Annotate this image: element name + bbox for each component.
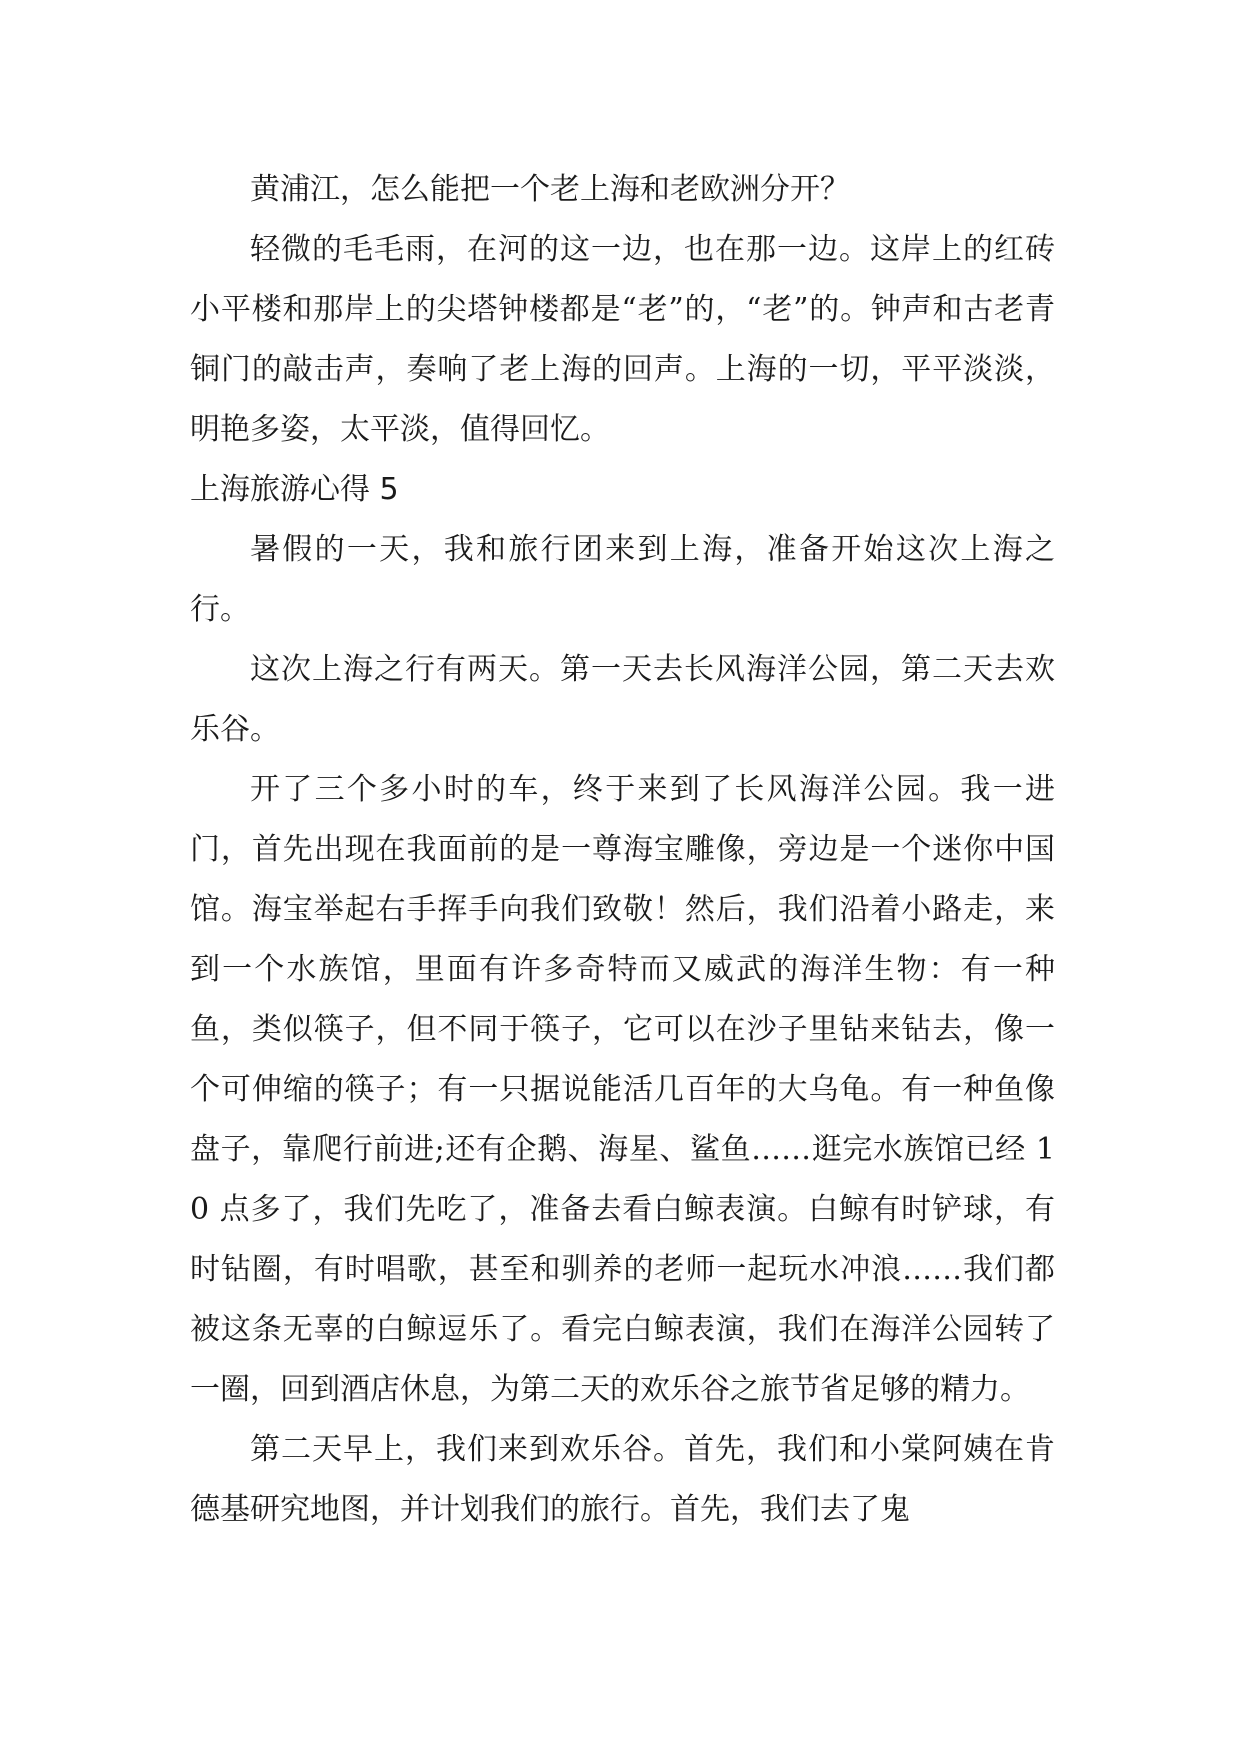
paragraph-happy-valley: 第二天早上，我们来到欢乐谷。首先，我们和小棠阿姨在肯德基研究地图，并计划我们的旅行。首先，我们去了鬼 [190,1432,1055,1527]
paragraph-two-days: 这次上海之行有两天。第一天去长风海洋公园，第二天去欢乐谷。 [190,652,1055,747]
document-body [190,160,1055,1540]
paragraph-huangpu: 黄浦江，怎么能把一个老上海和老欧洲分开？ [250,172,850,207]
paragraph-summer: 暑假的一天，我和旅行团来到上海，准备开始这次上海之行。 [190,532,1055,627]
section-title: 上海旅游心得 5 [190,472,399,507]
paragraph-ocean-park: 开了三个多小时的车，终于来到了长风海洋公园。我一进门，首先出现在我面前的是一尊海宝雕像，旁边是一个迷你中国馆。海宝举起右手挥手向我们致敬！然后，我们沿着小路走，来到一个水族馆，里面有许多奇特而又威武的海洋生物：有一种鱼，类似筷子，但不同于筷子，它可以在沙子里钻来钻去，像一个可伸缩的筷子；有一只据说能活几百年的大乌龟。有一种鱼像盘子，靠爬行前进;还有企鹅、海星、鲨鱼……逛完水族馆已经 10 点多了，我们先吃了，准备去看白鲸表演。白鲸有时铲球，有时钻圈，有时唱歌，甚至和驯养的老师一起玩水冲浪……我们都被这条无辜的白鲸逗乐了。看完白鲸表演，我们在海洋公园转了一圈，回到酒店休息，为第二天的欢乐谷之旅节省足够的精力。 [190,772,1055,1407]
paragraph-drizzle: 轻微的毛毛雨，在河的这一边，也在那一边。这岸上的红砖小平楼和那岸上的尖塔钟楼都是“老”的，“老”的。钟声和古老青铜门的敲击声，奏响了老上海的回声。上海的一切，平平淡淡，明艳多姿，太平淡，值得回忆。 [190,232,1055,447]
